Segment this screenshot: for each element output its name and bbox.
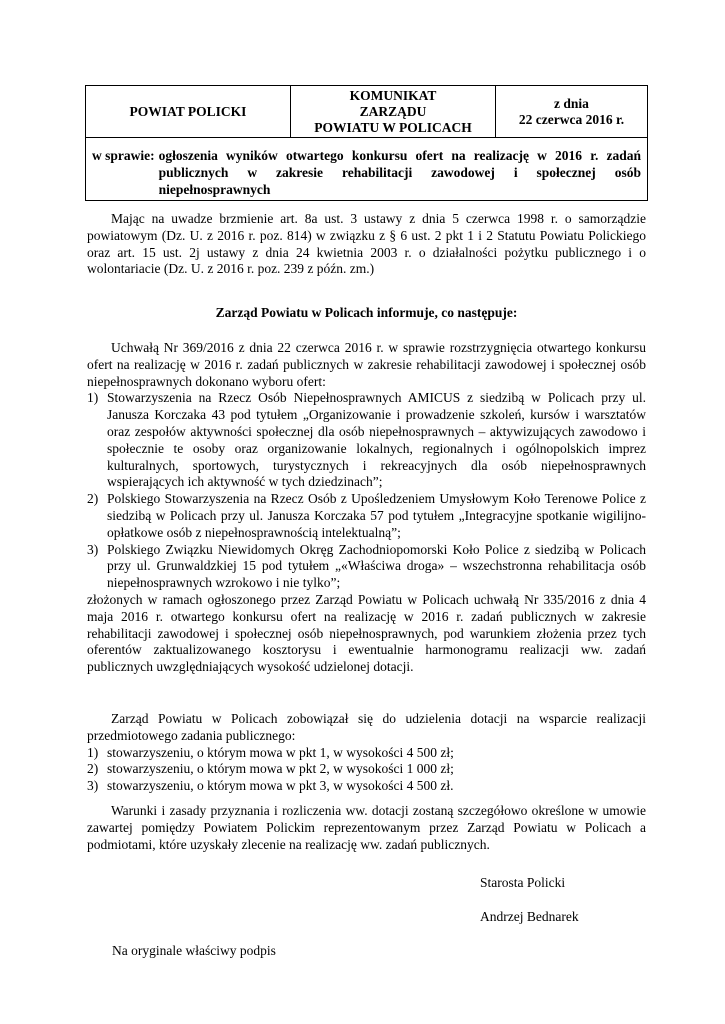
- offers-outro: złożonych w ramach ogłoszonego przez Zarząd Powiatu w Policach uchwałą Nr 335/2016 z dnia 4 maja 2016 r. otwartego konkursu ofert na realizację w 2016 r. zadań publicznych w zakresie rehabilitacji zawodowej i społecznej osób niepełnosprawnych, pod warunkiem złożenia przez tych oferentów zaktualizowanego kosztorysu i ewentualnie harmonogramu realizacji ww. zadań publicznych uwzględniających wysokość udzielonej dotacji.: [87, 591, 646, 675]
- list-text: stowarzyszeniu, o którym mowa w pkt 2, w wysokości 1 000 zł;: [107, 761, 454, 777]
- list-number: 1): [87, 744, 99, 760]
- list-text: Stowarzyszenia na Rzecz Osób Niepełnosprawnych AMICUS z siedzibą w Policach przy ul. Janusza Korczaka 43 pod tytułem „Organizowanie i prowadzenie szkoleń, kursów i warsztatów oraz zespołów aktywności społecznej dla osób niepełnosprawnych – aktywizujących zawodowo i społecznie te osoby oraz organizowanie lokalnych, regionalnych i ogólnopolskich imprez kulturalnych, sportowych, turystycznych i rekreacyjnych dla osób niepełnosprawnych wspierających ich aktywność w tych dziedzinach”;: [107, 390, 646, 490]
- date-line: 22 czerwca 2016 r.: [518, 111, 625, 127]
- list-text: Polskiego Stowarzyszenia na Rzecz Osób z Upośledzeniem Umysłowym Koło Terenowe Police z siedzibą w Policach przy ul. Janusza Korczaka 57 pod tytułem „Integracyjne spotkanie wigilijno-opłatkowe osób z niepełnosprawnością intelektualną”;: [107, 491, 646, 540]
- list-item: [87, 491, 646, 541]
- list-item: [87, 390, 646, 491]
- date-cell: [496, 86, 648, 138]
- section-heading: Zarząd Powiatu w Policach informuje, co następuje:: [215, 305, 518, 320]
- title-cell: [291, 86, 496, 138]
- title-line: ZARZĄDU: [359, 103, 427, 119]
- grants-intro: Zarząd Powiatu w Policach zobowiązał się do udzielenia dotacji na wsparcie realizacji przedmiotowego zadania publicznego:: [87, 711, 646, 743]
- header-table: [85, 85, 648, 201]
- list-number: 3): [87, 778, 99, 794]
- list-number: 2): [87, 491, 99, 507]
- subject-cell: [86, 138, 648, 201]
- grants-section: [87, 711, 646, 795]
- offers-list: [87, 390, 646, 592]
- signature-name: Andrzej Bednarek: [480, 909, 579, 924]
- list-item: [87, 745, 646, 762]
- list-text: Polskiego Związku Niewidomych Okręg Zachodniopomorski Koło Police z siedzibą w Policach przy ul. Grunwaldzkiej 15 pod tytułem „«Właściwa droga» – wszechstronna rehabilitacja osób niepełnosprawnych wzrokowo i nie tylko”;: [107, 541, 646, 591]
- subject-label: w sprawie:: [92, 148, 155, 163]
- title-line: POWIATU W POLICACH: [314, 119, 472, 135]
- issuer-cell: [86, 86, 291, 138]
- intro-paragraph: Mając na uwadze brzmienie art. 8a ust. 3 ustawy z dnia 5 czerwca 1998 r. o samorządzie powiatowym (Dz. U. z 2016 r. poz. 814) w związku z § 6 ust. 2 pkt 1 i 2 Statutu Powiatu Polickiego oraz art. 15 ust. 2j ustawy z dnia 24 kwietnia 2003 r. o działalności pożytku publicznego i o wolontariacie (Dz. U. z 2016 r. poz. 239 z późn. zm.): [87, 211, 646, 277]
- list-item: [87, 542, 646, 592]
- issuer-name: POWIAT POLICKI: [129, 103, 247, 119]
- signature-title: Starosta Policki: [480, 875, 566, 890]
- title-line: KOMUNIKAT: [349, 87, 437, 103]
- resolution-intro: Uchwałą Nr 369/2016 z dnia 22 czerwca 2016 r. w sprawie rozstrzygnięcia otwartego konkursu ofert na realizację w 2016 r. zadań publicznych w zakresie rehabilitacji zawodowej i społecznej osób niepełnosprawnych dokonano wyboru ofert:: [87, 340, 646, 389]
- subject-text: ogłoszenia wyników otwartego konkursu ofert na realizację w 2016 r. zadań publicznych w zakresie rehabilitacji zawodowej i społecznej osób niepełnosprawnych: [158, 148, 641, 197]
- list-text: stowarzyszeniu, o którym mowa w pkt 3, w wysokości 4 500 zł.: [107, 778, 454, 794]
- resolution-section: [87, 340, 646, 676]
- list-number: 1): [87, 390, 99, 406]
- list-item: [87, 761, 646, 778]
- original-signature-note: Na oryginale właściwy podpis: [112, 943, 276, 958]
- list-number: 3): [87, 541, 99, 557]
- list-item: [87, 778, 646, 795]
- date-line: z dnia: [554, 95, 589, 111]
- grants-list: [87, 745, 646, 795]
- conditions-paragraph: Warunki i zasady przyznania i rozliczenia ww. dotacji zostaną szczegółowo określone w umowie zawartej pomiędzy Powiatem Polickim reprezentowanym przez Zarząd Powiatu w Policach a podmiotami, które uzyskały zlecenie na realizację ww. zadań publicznych.: [87, 803, 646, 852]
- list-number: 2): [87, 761, 99, 777]
- list-text: stowarzyszeniu, o którym mowa w pkt 1, w wysokości 4 500 zł;: [107, 744, 454, 760]
